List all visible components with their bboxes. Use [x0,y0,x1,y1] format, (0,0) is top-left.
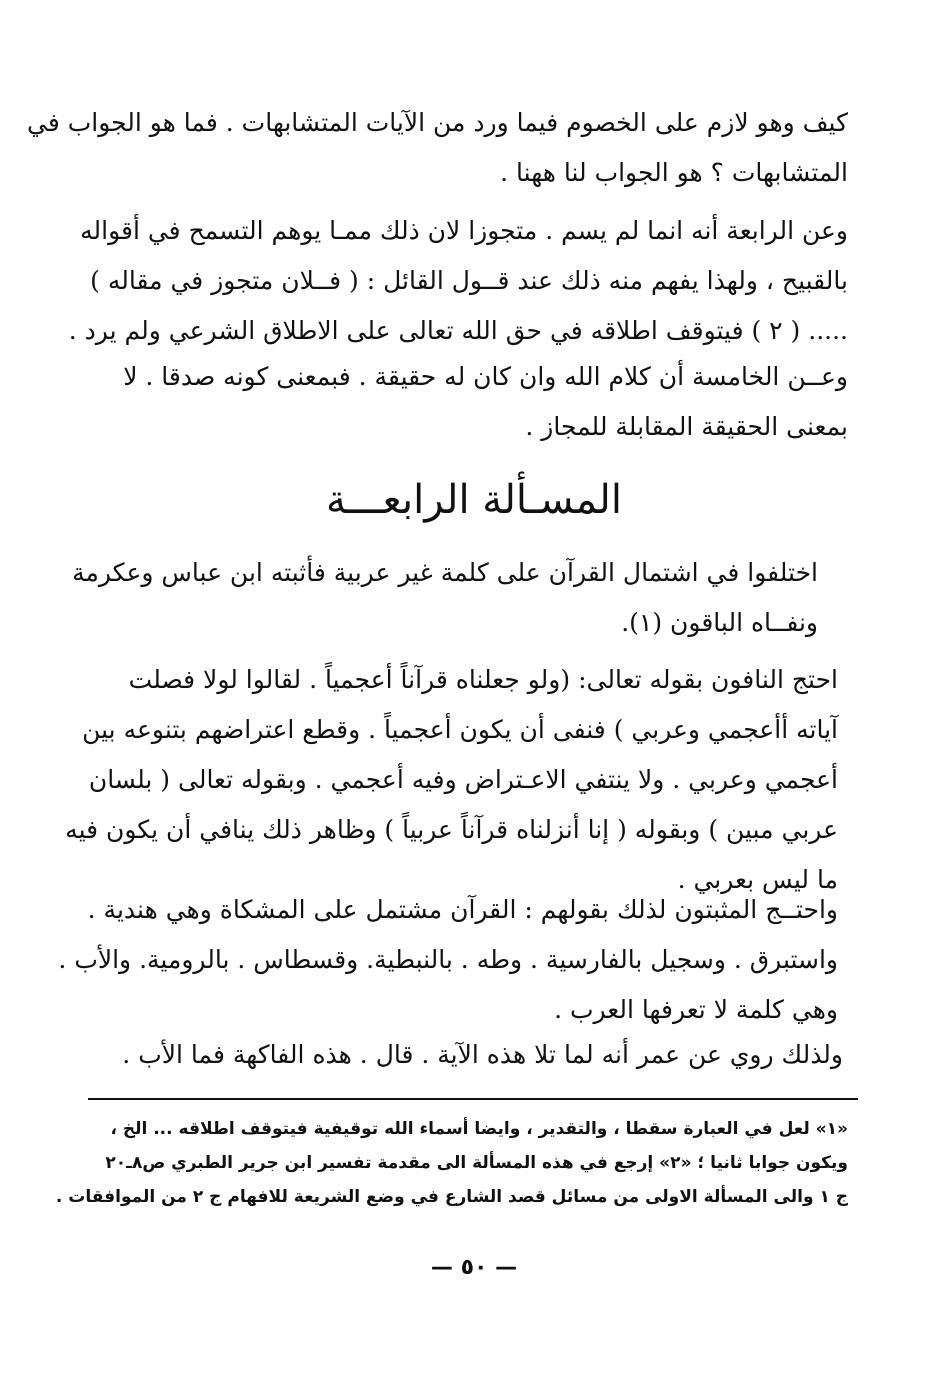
paragraph-affirmers-argument [58,885,838,1035]
footnote-divider [88,1098,858,1100]
footnote-line: ج ١ والى المسألة الاولى من مسائل قصد الشارع في وضع الشريعة للافهام ج ٢ من الموافقات . [55,1187,848,1207]
paragraph-fifth-answer [108,352,848,452]
footnotes [55,1112,848,1214]
paragraph-fourth-answer [68,206,848,356]
footnote-line: ويكون جوابا ثانيا ؛ «٢» إرجع في هذه المسألة الى مقدمة تفسير ابن جرير الطبري ص٨ـ٢٠ [105,1153,848,1173]
text-line: ..... ( ٢ ) فيتوقف اطلاقه في حق الله تعالى على الاطلاق الشرعي ولم يرد . [68,316,848,345]
text-line: ونفــاه الباقون (١). [621,608,818,637]
text-line: عربي مبين ) وبقوله ( إنا أنزلناه قرآناً عربياً ) وظاهر ذلك ينافي أن يكون فيه [65,815,838,844]
text-line: وهي كلمة لا تعرفها العرب . [554,995,838,1024]
text-line: ما ليس بعربي . [677,865,838,894]
footnote-line: «١» لعل في العبارة سقطا ، والتقدير ، وايضا أسماء الله توقيفية فيتوقف اطلاقه ... الخ ، [110,1119,848,1139]
text-line: وعــن الخامسة أن كلام الله وان كان له حقيقة . فبمعنى كونه صدقا . لا [123,362,848,391]
text-line: أعجمي وعربي . ولا ينتفي الاعـتراض وفيه أعجمي . وبقوله تعالى ( بلسان [88,765,838,794]
paragraph-intro [72,548,818,648]
text-line: وعن الرابعة أنه انما لم يسم . متجوزا لان ذلك ممـا يوهم التسمح في أقواله [80,216,848,245]
text-line: ولذلك روي عن عمر أنه لما تلا هذه الآية . قال . هذه الفاكهة فما الأب . [122,1040,843,1069]
page-number: — ٥٠ — [430,1255,518,1280]
text-line: احتج النافون بقوله تعالى: (ولو جعلناه قرآناً أعجمياً . لقالوا لولا فصلت [128,665,838,694]
text-line: المتشابهات ؟ هو الجواب لنا ههنا . [500,158,848,187]
paragraph-negators-argument [65,655,838,905]
text-line: بالقبيح ، ولهذا يفهم منه ذلك عند قــول القائل : ( فــلان متجوز في مقاله ) [90,266,848,295]
text-line: كيف وهو لازم على الخصوم فيما ورد من الآيات المتشابهات . فما هو الجواب في [26,108,848,137]
paragraph-continuation [26,98,848,198]
text-line: آياته أأعجمي وعربي ) فنفى أن يكون أعجمياً . وقطع اعتراضهم بتنوعه بين [82,715,838,744]
text-line: واحتــج المثبتون لذلك بقولهم : القرآن مشتمل على المشكاة وهي هندية . [87,895,838,924]
text-line: بمعنى الحقيقة المقابلة للمجاز . [525,412,848,441]
paragraph-umar-narration [123,1030,843,1080]
text-line: واستبرق . وسجيل بالفارسية . وطه . بالنبطية. وقسطاس . بالرومية. والأب . [58,945,838,974]
text-line: اختلفوا في اشتمال القرآن على كلمة غير عربية فأثبته ابن عباس وعكرمة [72,558,818,587]
section-heading: المسـألة الرابعـــة [326,477,622,523]
